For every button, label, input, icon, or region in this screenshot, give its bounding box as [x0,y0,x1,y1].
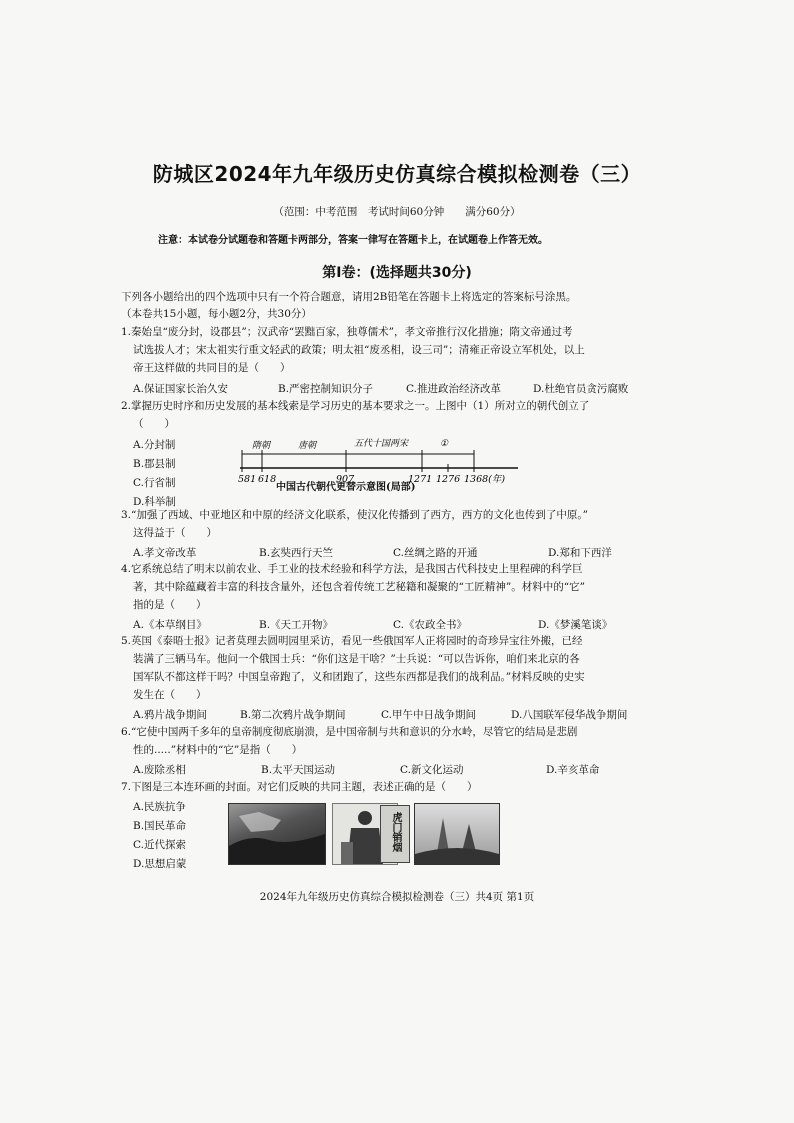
question-text: （ ） [133,418,175,430]
option-b: B.严密控制知识分子 [278,383,374,395]
question-text: 2.掌握历史时序和历史发展的基本线索是学习历史的基本要求之一。上图中（1）所对立的朝代创立了 [121,400,590,412]
option-d: D.《梦溪笔谈》 [538,619,613,631]
question-text: 4.它系统总结了明末以前农业、手工业的技术经验和科学方法，是我国古代科技史上里程碑的科学巨 [121,563,583,575]
timeline-year: 581 [238,474,257,485]
option-c: C.甲午中日战争期间 [381,709,476,721]
section-intro: 下列各小题给出的四个选项中只有一个符合题意，请用2B铅笔在答题卡上将选定的答案标号涂黑。 [121,291,577,303]
option-b: B.第二次鸦片战争期间 [240,709,346,721]
timeline-period-tang: 唐朝 [298,441,317,451]
option-d: D.八国联军侵华战争期间 [511,709,628,721]
section-score-note: （本卷共15小题，每小题2分，共30分） [121,308,312,320]
question-text: 指的是（ ） [133,599,207,611]
question-text: 6.“它使中国两千多年的皇帝制度彻底崩溃，是中国帝制与共和意识的分水岭，尽管它的结局是悲剧 [121,726,578,738]
question-text: 装满了三辆马车。他问一个俄国士兵：“你们这是干啥？”士兵说：“可以告诉你，咱们来北京的各 [133,653,580,665]
timeline-period-song: 五代十国两宋 [354,439,409,449]
option-a: A.分封制 [133,439,176,451]
option-b: B.《天工开物》 [259,619,334,631]
timeline-caption: 中国古代朝代更替示意图(局部) [276,482,416,493]
comic-cover-2-title: 虎门销烟 [390,812,401,852]
option-b: B.郡县制 [133,458,176,470]
option-c: C.行省制 [133,477,176,489]
question-text: 这得益于（ ） [133,527,217,539]
question-text: 帝王这样做的共同目的是（ ） [133,362,291,374]
exam-title: 防城区2024年九年级历史仿真综合模拟检测卷（三） [152,162,642,186]
timeline-year: 1271 [408,474,433,485]
option-a: A.《本草纲目》 [133,619,207,631]
option-c: C.新文化运动 [400,764,464,776]
option-a: A.孝文帝改革 [133,547,197,559]
page-footer: 2024年九年级历史仿真综合模拟检测卷（三）共4页 第1页 [259,891,535,903]
timeline-year: 907 [336,474,355,485]
option-d: D.科举制 [133,496,176,508]
exam-range: （范围：中考范围 考试时间60分钟 满分60分） [273,206,521,218]
timeline-year: 1276 [436,474,461,485]
question-text: 性的.....”材料中的“它”是指（ ） [133,744,303,756]
comic-cover-1 [228,803,326,865]
timeline-period-1: ① [440,439,449,449]
timeline-year: 1368(年) [464,474,506,485]
question-text: 5.英国《泰晤士报》记者莫理去圆明园里采访，看见一些俄国军人正将园时的奇珍异宝往外搬，已经 [121,635,583,647]
option-a: A.保证国家长治久安 [133,383,228,395]
option-a: A.鸦片战争期间 [133,709,207,721]
question-text: 7.下图是三本连环画的封面。对它们反映的共同主题，表述正确的是（ ） [121,781,478,793]
option-a: A.废除丞相 [133,764,186,776]
option-a: A.民族抗争 [133,801,186,813]
question-text: 3.“加强了西域、中亚地区和中原的经济文化联系，使汉化传播到了西方，西方的文化也传到了中原。” [121,509,589,521]
exam-notice: 注意：本试卷分试题卷和答题卡两部分，答案一律写在答题卡上，在试题卷上作答无效。 [158,235,548,246]
section-title: 第Ⅰ卷：(选择题共30分) [322,265,472,281]
option-d: D.杜绝官员贪污腐败 [533,383,629,395]
question-text: 著，其中除蕴藏着丰富的科技含量外，还包含着传统工艺秘籍和凝聚的“工匠精神”。材料中的“它” [133,581,585,593]
comic-cover-2-banner [380,805,410,863]
option-d: D.思想启蒙 [133,858,187,870]
question-text: 国军队不都这样干吗？中国皇帝跑了，义和团跑了，这些东西都是我们的战利品。”材料反映的史实 [133,671,585,683]
option-c: C.近代探索 [133,839,186,851]
timeline-period-sui: 隋朝 [252,441,271,451]
timeline-year: 618 [258,474,277,485]
option-c: C.丝绸之路的开通 [393,547,478,559]
option-b: B.国民革命 [133,820,187,832]
comic-cover-3 [414,803,500,865]
option-c: C.推进政治经济改革 [406,383,501,395]
question-text: 试选拔人才；宋太祖实行重文轻武的政策；明太祖“废丞相，设三司”；清雍正帝设立军机处，以上 [133,344,585,356]
question-text: 1.秦始皇“废分封，设郡县”；汉武帝“罢黜百家，独尊儒术”，孝文帝推行汉化措施；隋文帝通过考 [121,326,573,338]
option-b: B.玄奘西行天竺 [259,547,334,559]
option-c: C.《农政全书》 [393,619,467,631]
question-text: 发生在（ ） [133,689,207,701]
option-d: D.辛亥革命 [546,764,600,776]
option-d: D.郑和下西洋 [548,547,612,559]
option-b: B.太平天国运动 [261,764,336,776]
